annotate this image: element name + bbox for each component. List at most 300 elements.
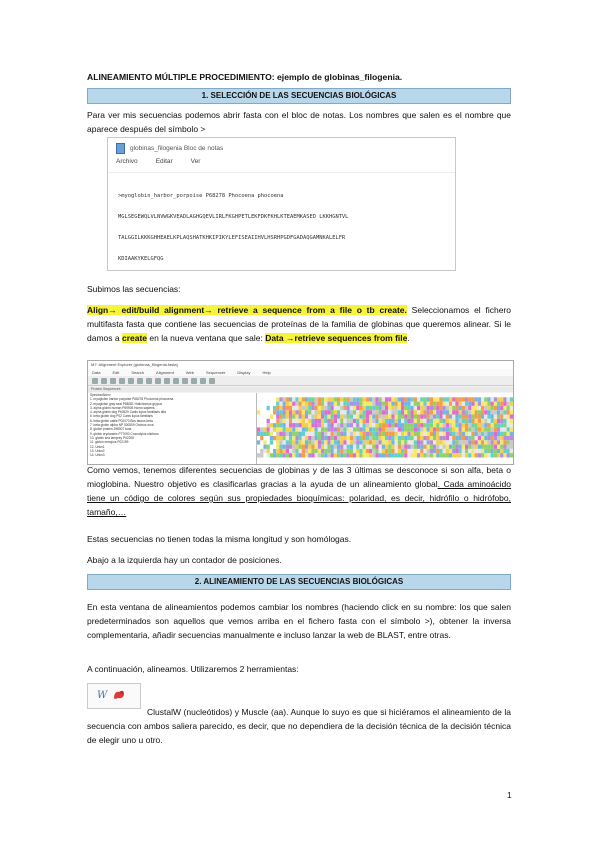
alignment-cell [315,410,318,414]
alignment-cell [401,427,404,431]
alignment-cell [363,453,366,457]
alignment-cell [427,432,430,436]
alignment-cell [299,402,302,406]
alignment-cell [500,397,503,401]
alignment-cell [318,423,321,427]
alignment-cell [302,449,305,453]
alignment-cell [321,445,324,449]
alignment-cell [305,402,308,406]
alignment-cell [452,453,455,457]
alignment-cell [359,423,362,427]
alignment-cell [292,419,295,423]
alignment-cell [411,423,414,427]
alignment-cell [385,445,388,449]
notepad-menu [108,158,455,173]
alignment-cell [270,423,273,427]
alignment-cell [452,432,455,436]
alignment-cell [439,415,442,419]
alignment-cell [487,440,490,444]
alignment-cell [340,397,343,401]
alignment-cell [372,453,375,457]
alignment-cell [385,449,388,453]
alignment-cell [289,432,292,436]
alignment-cell [398,427,401,431]
alignment-cell [475,453,478,457]
alignment-cell [353,436,356,440]
alignment-cell [391,449,394,453]
section-2-para-2: A continuación, alineamos. Utilizaremos 2 herramientas: [87,664,299,674]
alignment-cell [395,419,398,423]
alignment-cell [500,453,503,457]
alignment-cell [510,415,513,419]
alignment-cell [436,410,439,414]
alignment-cell [327,436,330,440]
toolbar-icon [182,378,188,384]
alignment-cell [468,423,471,427]
alignment-cell [276,436,279,440]
alignment-cell [449,423,452,427]
fasta-line: KDIAAKYKELGFQG [118,256,164,262]
alignment-cell [302,406,305,410]
alignment-cell [471,406,474,410]
alignment-cell [347,406,350,410]
alignment-cell [459,406,462,410]
alignment-cell [507,440,510,444]
alignment-cell [423,419,426,423]
toolbar-icon [173,378,179,384]
alignment-cell [382,432,385,436]
alignment-cell [382,415,385,419]
alignment-cell [411,445,414,449]
alignment-cell [340,427,343,431]
alignment-cell [510,402,513,406]
alignment-cell [302,419,305,423]
alignment-cell [337,445,340,449]
alignment-cell [468,402,471,406]
alignment-cell [398,436,401,440]
alignment-cell [324,436,327,440]
alignment-cell [283,432,286,436]
sequence-name: 6. beta globin cattle P02070 Bos taurus beta [90,418,153,423]
alignment-cell [462,423,465,427]
alignment-cell [286,423,289,427]
alignment-cell [321,415,324,419]
alignment-cell [497,432,500,436]
alignment-cell [379,440,382,444]
alignment-cell [385,402,388,406]
alignment-cell [267,427,270,431]
alignment-cell [391,402,394,406]
alignment-cell [446,415,449,419]
alignment-cell [305,440,308,444]
alignment-cell [462,449,465,453]
alignment-cell [478,397,481,401]
notepad-menu-editar: Editar [155,158,173,165]
alignment-cell [411,397,414,401]
alignment-cell [356,436,359,440]
alignment-cell [366,423,369,427]
alignment-cell [340,419,343,423]
alignment-cell [292,415,295,419]
alignment-cell [331,453,334,457]
alignment-cell [311,419,314,423]
alignment-cell [443,453,446,457]
alignment-cell [315,445,318,449]
alignment-cell [478,445,481,449]
alignment-cell [286,410,289,414]
alignment-cell [353,419,356,423]
mega-menu-item: Display [237,370,251,375]
alignment-cell [468,410,471,414]
alignment-cell [427,406,430,410]
alignment-cell [487,415,490,419]
fasta-header-1: >myoglobin_harbor_porpoise P68278 Phocoena phocoena [118,193,284,199]
alignment-cell [350,406,353,410]
alignment-cell [491,436,494,440]
align-text-2: en la nueva ventana que sale: [147,333,266,343]
alignment-cell [484,423,487,427]
alignment-cell [334,410,337,414]
alignment-cell [308,453,311,457]
alignment-cell [455,440,458,444]
alignment-cell [263,427,266,431]
alignment-cell [350,410,353,414]
alignment-cell [359,410,362,414]
alignment-cell [427,445,430,449]
section-1-intro: Para ver mis secuencias podemos abrir fasta con el bloc de notas. Los nombres que salen es el nombre que aparece después del símbolo > [87,110,511,134]
alignment-cell [465,436,468,440]
alignment-cell [449,410,452,414]
alignment-cell [308,440,311,444]
notepad-menu-ver: Ver [190,158,201,165]
alignment-cell [484,449,487,453]
highlight-align-path: Align→ edit/build alignment→ retrieve a sequence from a file o tb create. [87,305,407,315]
alignment-cell [305,410,308,414]
alignment-cell [347,432,350,436]
alignment-cell [382,440,385,444]
alignment-cell [343,410,346,414]
alignment-cell [391,440,394,444]
alignment-cell [455,423,458,427]
alignment-cell [503,423,506,427]
alignment-cell [276,410,279,414]
alignment-cell [388,410,391,414]
alignment-cell [500,427,503,431]
alignment-cell [443,440,446,444]
alignment-cell [449,402,452,406]
sequence-name: 14. Unkn3 [90,453,105,458]
alignment-cell [468,436,471,440]
alignment-cell [375,445,378,449]
alignment-cell [289,449,292,453]
alignment-cell [353,445,356,449]
alignment-cell [260,436,263,440]
alignment-cell [404,427,407,431]
alignment-cell [337,436,340,440]
alignment-cell [308,423,311,427]
alignment-cell [446,402,449,406]
alignment-cell [318,406,321,410]
alignment-cell [401,440,404,444]
alignment-cell [382,445,385,449]
alignment-cell [510,453,513,457]
alignment-cell [366,445,369,449]
alignment-cell [327,432,330,436]
alignment-cell [382,436,385,440]
alignment-cell [491,427,494,431]
sequence-name-list [88,393,257,464]
alignment-cell [302,427,305,431]
alignment-cell [276,402,279,406]
alignment-cell [475,415,478,419]
alignment-cell [299,406,302,410]
alignment-cell [343,427,346,431]
alignment-cell [308,445,311,449]
alignment-cell [423,406,426,410]
alignment-cell [500,406,503,410]
alignment-cell [347,415,350,419]
alignment-cell [337,440,340,444]
alignment-cell [436,402,439,406]
alignment-cell [279,397,282,401]
alignment-cell [484,427,487,431]
alignment-cell [481,423,484,427]
alignment-cell [337,402,340,406]
alignment-cell [481,427,484,431]
alignment-cell [401,402,404,406]
alignment-cell [260,453,263,457]
alignment-cell [443,406,446,410]
alignment-cell [503,410,506,414]
alignment-cell [363,410,366,414]
alignment-cell [484,397,487,401]
alignment-cell [446,453,449,457]
alignment-cell [455,453,458,457]
alignment-cell [302,423,305,427]
alignment-cell [318,415,321,419]
mega-menu-item: Web [185,370,194,375]
alignment-cell [292,423,295,427]
alignment-cell [369,415,372,419]
alignment-cell [334,427,337,431]
alignment-cell [257,410,260,414]
alignment-cell [350,440,353,444]
alignment-cell [343,402,346,406]
alignment-cell [401,410,404,414]
alignment-cell [356,415,359,419]
alignment-cell [305,406,308,410]
alignment-cell [372,440,375,444]
alignment-cell [414,427,417,431]
alignment-cell [436,445,439,449]
alignment-cell [414,402,417,406]
alignment-cell [427,397,430,401]
alignment-cell [491,419,494,423]
alignment-cell [503,397,506,401]
alignment-cell [417,406,420,410]
alignment-cell [321,432,324,436]
alignment-cell [379,436,382,440]
alignment-cell [478,402,481,406]
alignment-cell [401,436,404,440]
alignment-cell [283,419,286,423]
alignment-cell [391,445,394,449]
alignment-cell [417,402,420,406]
mega-menu-item: Edit [112,370,120,375]
sequence-name: 3. alpha globin human P69905 Homo sapiens [90,405,155,410]
alignment-cell [315,453,318,457]
alignment-cell [279,402,282,406]
alignment-cell [257,453,260,457]
alignment-cell [452,410,455,414]
alignment-cell [356,427,359,431]
alignment-cell [375,410,378,414]
alignment-cell [305,415,308,419]
alignment-cell [340,406,343,410]
alignment-cell [487,449,490,453]
alignment-cell [503,436,506,440]
alignment-cell [356,432,359,436]
alignment-cell [267,432,270,436]
alignment-cell [276,445,279,449]
alignment-cell [350,402,353,406]
alignment-cell [427,402,430,406]
alignment-cell [503,440,506,444]
alignment-cell [398,406,401,410]
alignment-cell [459,402,462,406]
alignment-cell [334,453,337,457]
alignment-cell [267,453,270,457]
alignment-cell [343,397,346,401]
alignment-cell [340,440,343,444]
highlight-create: create [121,333,148,343]
toolbar-icon [155,378,161,384]
alignment-cell [363,397,366,401]
alignment-cell [315,419,318,423]
alignment-cell [286,415,289,419]
alignment-cell [388,419,391,423]
alignment-cell [350,436,353,440]
alignment-cell [263,440,266,444]
alignment-cell [388,406,391,410]
alignment-cell [478,415,481,419]
alignment-cell [497,402,500,406]
alignment-cell [267,406,270,410]
alignment-cell [334,415,337,419]
alignment-cell [382,449,385,453]
alignment-cell [475,423,478,427]
alignment-cell [270,440,273,444]
alignment-cell [382,419,385,423]
alignment-cell [289,440,292,444]
alignment-cell [299,419,302,423]
alignment-cell [407,406,410,410]
alignment-cell [295,397,298,401]
alignment-cell [363,402,366,406]
alignment-cell [289,436,292,440]
alignment-cell [420,406,423,410]
alignment-cell [459,410,462,414]
alignment-cell [439,406,442,410]
alignment-cell [350,415,353,419]
alignment-cell [263,449,266,453]
alignment-cell [459,423,462,427]
alignment-cell [417,449,420,453]
alignment-cell [321,453,324,457]
alignment-cell [414,423,417,427]
alignment-cell [372,397,375,401]
alignment-cell [507,410,510,414]
alignment-cell [468,415,471,419]
alignment-cell [433,410,436,414]
alignment-cell [289,410,292,414]
alignment-cell [503,406,506,410]
alignment-cell [414,410,417,414]
alignment-cell [494,402,497,406]
alignment-cell [443,432,446,436]
alignment-cell [353,440,356,444]
toolbar-icon [146,378,152,384]
alignment-cell [292,432,295,436]
alignment-cell [382,397,385,401]
alignment-cell [366,432,369,436]
alignment-cell [363,406,366,410]
alignment-cell [308,449,311,453]
alignment-cell [343,440,346,444]
alignment-cell [478,436,481,440]
alignment-cell [491,445,494,449]
alignment-cell [315,402,318,406]
alignment-cell [385,423,388,427]
alignment-cell [430,397,433,401]
alignment-cell [401,445,404,449]
alignment-cell [308,419,311,423]
alignment-cell [459,432,462,436]
alignment-color-grid [257,393,513,464]
alignment-cell [503,427,506,431]
alignment-cell [340,432,343,436]
toolbar-icon [191,378,197,384]
alignment-cell [343,445,346,449]
alignment-cell [276,427,279,431]
alignment-cell [385,427,388,431]
alignment-cell [372,423,375,427]
alignment-cell [423,423,426,427]
alignment-cell [404,410,407,414]
alignment-cell [302,453,305,457]
alignment-cell [507,427,510,431]
alignment-cell [267,445,270,449]
alignment-cell [420,440,423,444]
alignment-cell [475,397,478,401]
alignment-cell [321,419,324,423]
alignment-cell [388,415,391,419]
alignment-cell [273,449,276,453]
alignment-cell [366,449,369,453]
alignment-cell [414,419,417,423]
alignment-cell [273,453,276,457]
alignment-cell [430,440,433,444]
alignment-cell [286,453,289,457]
alignment-cell [311,427,314,431]
alignment-cell [299,440,302,444]
alignment-cell [417,419,420,423]
alignment-cell [356,445,359,449]
alignment-cell [500,415,503,419]
alignment-cell [375,440,378,444]
alignment-cell [487,419,490,423]
sequence-name: 12. Unkn1 [90,444,105,449]
